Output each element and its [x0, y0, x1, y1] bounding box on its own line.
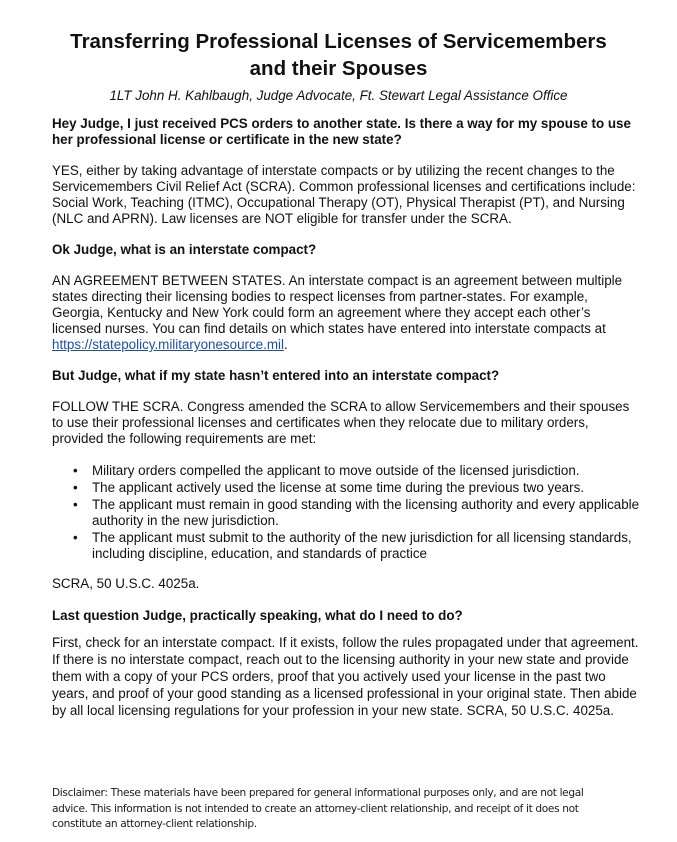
answer-2-text: AN AGREEMENT BETWEEN STATES. An interstate compact is an agreement between multiple states directing their licensing bodies to respect licenses from partner-states. For example, Georgia, Kentucky and New York could form an agreement where they accept each other’s licensed nurses. You can find details on which states have entered into interstate compacts at [52, 273, 623, 336]
question-4: Last question Judge, practically speaking, what do I need to do? [52, 608, 463, 623]
bullet-icon: • [73, 497, 78, 512]
title-line-1: Transferring Professional Licenses of Servicemembers [70, 30, 607, 53]
answer-4: First, check for an interstate compact. If it exists, follow the rules propagated under that agreement. If there is no interstate compact, reach out to the licensing authority in your new state and provide them with a copy of your PCS orders, proof that you actively used your license in the past two years, and proof of your good standing as a licensed professional in your original state. Then abide by all local licensing regulations for your profession in your new state. SCRA, 50 U.S.C. 4025a. [52, 635, 639, 718]
page-title [0, 28, 677, 82]
requirements-list [52, 463, 642, 563]
requirement-item: • The applicant must remain in good standing with the licensing authority and every applicable authority in the new jurisdiction. [73, 497, 640, 528]
question-1: Hey Judge, I just received PCS orders to another state. Is there a way for my spouse to use her professional license or certificate in the new state? [52, 116, 631, 147]
author-byline: 1LT John H. Kahlbaugh, Judge Advocate, Ft. Stewart Legal Assistance Office [109, 88, 568, 103]
answer-2-end: . [283, 337, 288, 352]
bullet-icon: • [73, 480, 78, 495]
answer-1: YES, either by taking advantage of interstate compacts or by utilizing the recent changes to the Servicemembers Civil Relief Act (SCRA). Common professional licenses and certifications include: Social Work, Teaching (ITMC), Occupational Therapy (OT), Physical Therapist (PT), and Nursing (NLC and APRN). Law licenses are NOT eligible for transfer under the SCRA. [52, 163, 636, 226]
question-2: Ok Judge, what is an interstate compact? [52, 242, 317, 257]
answer-3: FOLLOW THE SCRA. Congress amended the SCRA to allow Servicemembers and their spouses to use their professional licenses and certificates when they relocate due to military orders, provided the following requirements are met: [52, 399, 630, 446]
bullet-icon: • [73, 530, 78, 545]
answer-2 [52, 273, 642, 353]
bullet-icon: • [73, 463, 78, 478]
question-3: But Judge, what if my state hasn’t entered into an interstate compact? [52, 368, 500, 383]
title-line-2: and their Spouses [249, 57, 428, 80]
requirement-item: • The applicant actively used the license at some time during the previous two years. [73, 480, 584, 495]
military-onesource-link[interactable]: https://statepolicy.militaryonesource.mil [52, 337, 284, 352]
requirement-item: • Military orders compelled the applicant to move outside of the licensed jurisdiction. [73, 463, 580, 478]
citation: SCRA, 50 U.S.C. 4025a. [52, 576, 200, 591]
disclaimer: Disclaimer: These materials have been prepared for general informational purposes only, and are not legal advice. This information is not intended to create an attorney-client relationship, and receipt of it does not constitute an attorney-client relationship. [52, 787, 584, 830]
requirement-item: • The applicant must submit to the authority of the new jurisdiction for all licensing standards, including discipline, education, and standards of practice [73, 530, 632, 561]
